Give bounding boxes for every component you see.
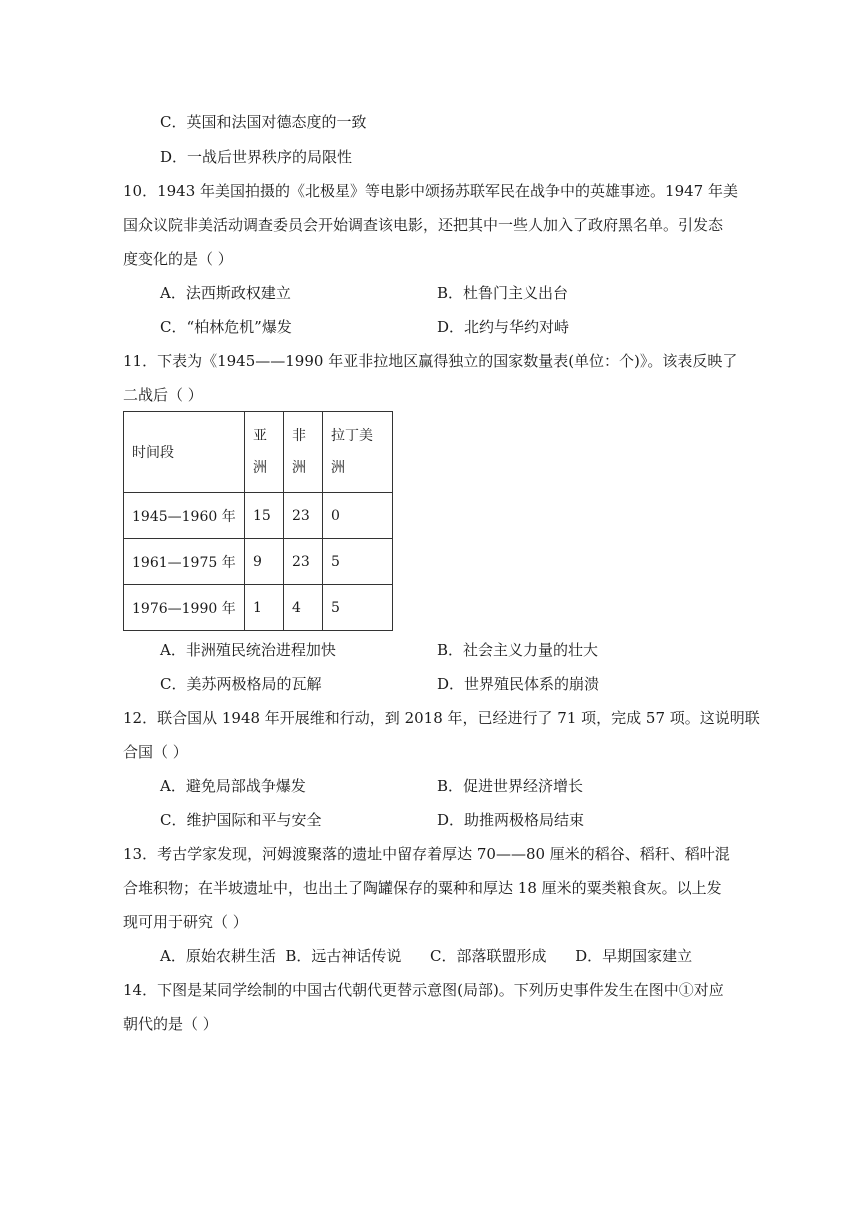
q10-option-a: A．法西斯政权建立 [160, 284, 291, 302]
q13-stem-line-1: 13．考古学家发现，河姆渡聚落的遗址中留存着厚达 70——80 厘米的稻谷、稻秆、稻叶混 [123, 845, 730, 863]
cell-latam: 5 [323, 539, 393, 585]
q14-stem-line-1: 14．下图是某同学绘制的中国古代朝代更替示意图(局部)。下列历史事件发生在图中①对应 [123, 981, 724, 999]
q10-stem-line-2: 国众议院非美活动调查委员会开始调查该电影，还把其中一些人加入了政府黑名单。引发态 [123, 216, 724, 234]
cell-asia: 15 [245, 493, 284, 539]
cell-africa: 23 [284, 493, 323, 539]
header-latam-line-1: 拉丁美 [331, 428, 373, 444]
header-latam [323, 412, 393, 493]
cell-latam: 0 [323, 493, 393, 539]
q10-option-d: D．北约与华约对峙 [437, 318, 570, 336]
q10-option-c: C．“柏林危机”爆发 [160, 318, 292, 336]
q11-option-d: D．世界殖民体系的崩溃 [437, 675, 600, 693]
q13-stem-line-2: 合堆积物；在半坡遗址中，也出土了陶罐保存的粟种和厚达 18 厘米的粟类粮食灰。以上发 [123, 879, 722, 897]
q12-option-c: C．维护国际和平与安全 [160, 811, 322, 829]
header-asia [245, 412, 284, 493]
header-africa [284, 412, 323, 493]
q11-option-b: B．社会主义力量的壮大 [437, 641, 599, 659]
table-row [124, 539, 393, 585]
header-period: 时间段 [124, 412, 245, 493]
header-asia-line-2: 洲 [253, 460, 267, 476]
cell-latam: 5 [323, 585, 393, 631]
q13-options: A．原始农耕生活 B．远古神话传说 C．部落联盟形成 D．早期国家建立 [160, 947, 693, 965]
q13-stem-line-3: 现可用于研究（ ） [123, 913, 248, 931]
q11-stem-line-2: 二战后（ ） [123, 386, 203, 404]
q12-stem-line-1: 12．联合国从 1948 年开展维和行动，到 2018 年，已经进行了 71 项，完成 57 项。这说明联 [123, 709, 760, 727]
q10-stem-line-1: 10．1943 年美国拍摄的《北极星》等电影中颂扬苏联军民在战争中的英雄事迹。1947 年美 [123, 182, 738, 200]
q11-option-a: A．非洲殖民统治进程加快 [160, 641, 336, 659]
q10-stem-line-3: 度变化的是（ ） [123, 250, 233, 268]
header-africa-line-2: 洲 [292, 460, 306, 476]
q10-option-b: B．杜鲁门主义出台 [437, 284, 569, 302]
independence-table [123, 411, 393, 631]
table-header-row [124, 412, 393, 493]
cell-asia: 1 [245, 585, 284, 631]
q12-option-a: A．避免局部战争爆发 [160, 777, 306, 795]
q9-option-c: C．英国和法国对德态度的一致 [160, 113, 367, 131]
header-asia-line-1: 亚 [253, 428, 267, 444]
table-row [124, 585, 393, 631]
cell-period: 1945—1960 年 [124, 493, 245, 539]
header-africa-line-1: 非 [292, 428, 306, 444]
cell-africa: 4 [284, 585, 323, 631]
header-latam-line-2: 洲 [331, 460, 345, 476]
q12-stem-line-2: 合国（ ） [123, 743, 188, 761]
table-row [124, 493, 393, 539]
q9-option-d: D．一战后世界秩序的局限性 [160, 148, 353, 166]
cell-africa: 23 [284, 539, 323, 585]
cell-period: 1976—1990 年 [124, 585, 245, 631]
cell-asia: 9 [245, 539, 284, 585]
q11-stem-line-1: 11．下表为《1945——1990 年亚非拉地区赢得独立的国家数量表(单位：个)》。该表反映了 [123, 352, 738, 370]
q12-option-b: B．促进世界经济增长 [437, 777, 584, 795]
q12-option-d: D．助推两极格局结束 [437, 811, 585, 829]
q14-stem-line-2: 朝代的是（ ） [123, 1015, 218, 1033]
cell-period: 1961—1975 年 [124, 539, 245, 585]
q11-option-c: C．美苏两极格局的瓦解 [160, 675, 322, 693]
